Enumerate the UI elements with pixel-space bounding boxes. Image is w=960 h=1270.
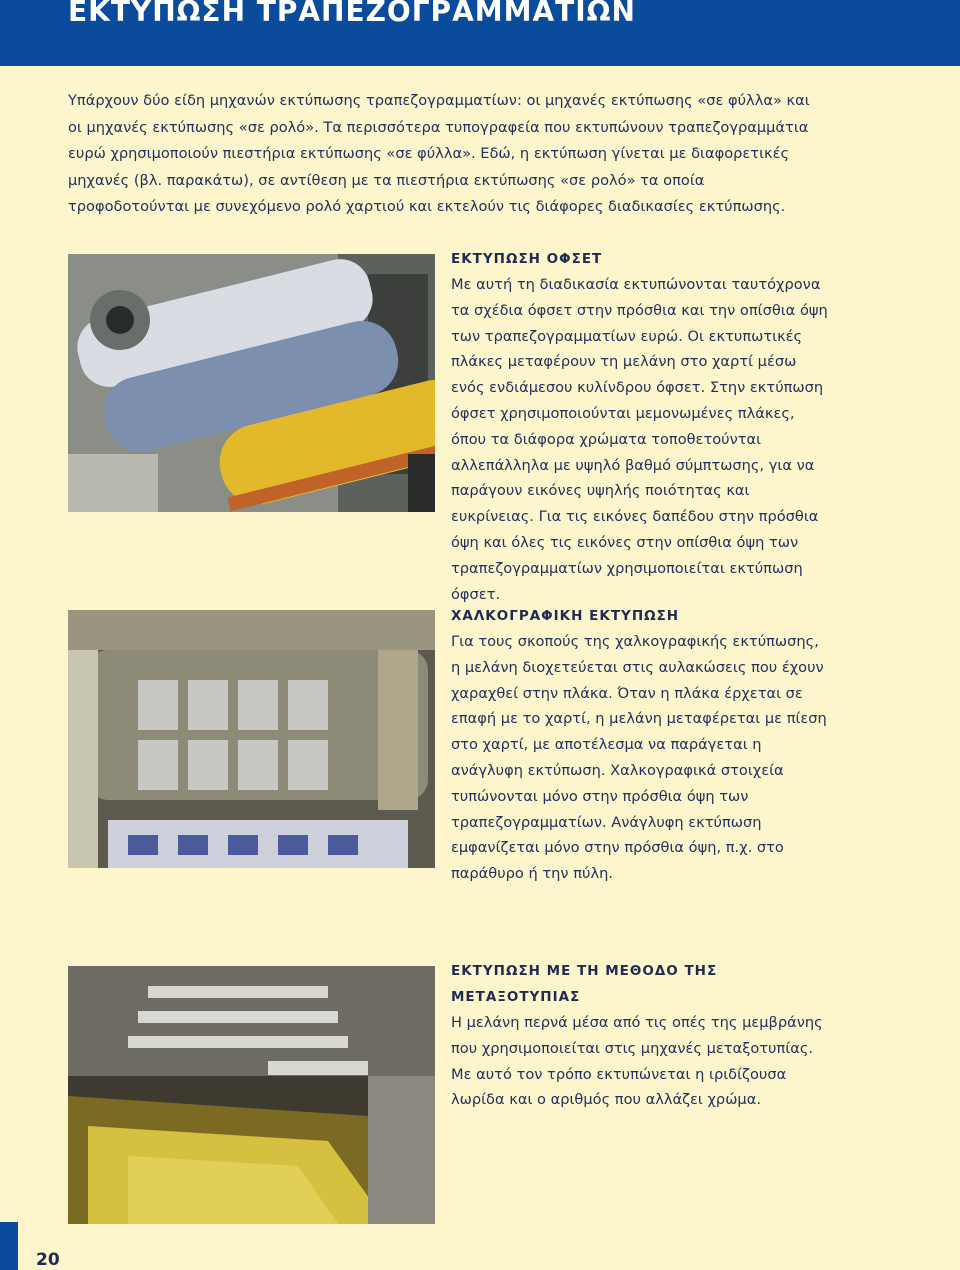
header-bar	[0, 0, 960, 66]
offset-press-photo	[68, 254, 435, 512]
page-title: ΕΚΤΥΠΩΣΗ ΤΡΑΠΕΖΟΓΡΑΜΜΑΤΙΩΝ	[68, 0, 636, 28]
intro-paragraph: Υπάρχουν δύο είδη μηχανών εκτύπωσης τραπεζογραμματίων: οι μηχανές εκτύπωσης «σε φύλλα» και οι μηχανές εκτύπωσης «σε ρολό». Τα περισσότερα τυπογραφεία που εκτυπώνουν τραπεζογραμμάτια ευρώ χρησιμοποιούν πιεστήρια εκτύπωσης «σε φύλλα». Εδώ, η εκτύπωση γίνεται με διαφορετικές μηχανές (βλ. παρακάτω), σε αντίθεση με τα πιεστήρια εκτύπωσης «σε ρολό» τα οποία τροφοδοτούνται με συνεχόμενο ρολό χαρτιού και εκτελούν τις διάφορες διαδικασίες εκτύπωσης.	[68, 92, 810, 215]
page-number: 20	[36, 1250, 60, 1270]
section-title: ΕΚΤΥΠΩΣΗ ΜΕ ΤΗ ΜΕΘΟΔΟ ΤΗΣ ΜΕΤΑΞΟΤΥΠΙΑΣ	[451, 963, 718, 1005]
section-body: Με αυτή τη διαδικασία εκτυπώνονται ταυτόχρονα τα σχέδια όφσετ στην πρόσθια και την οπίσθια όψη των τραπεζογραμματίων ευρώ. Οι εκτυπωτικές πλάκες μεταφέρουν τη μελάνη στο χαρτί μέσω ενός ενδιάμεσου κυλίνδρου όφσετ. Στην εκτύπωση όφσετ χρησιμοποιούνται μεμονωμένες πλάκες, όπου τα διάφορα χρώματα τοποθετούνται αλλεπάλληλα με υψηλό βαθμό σύμπτωσης, για να παράγουν εικόνες υψηλής ποιότητας και ευκρίνειας. Για τις εικόνες δαπέδου στην πρόσθια όψη και όλες τις εικόνες στην οπίσθια όψη των τραπεζογραμματίων χρησιμοποιείται εκτύπωση όφσετ.	[451, 276, 828, 603]
section-body: Η μελάνη περνά μέσα από τις οπές της μεμβράνης που χρησιμοποιείται στις μηχανές μεταξοτυπίας. Με αυτό τον τρόπο εκτυπώνεται η ιριδίζουσα λωρίδα και ο αριθμός που αλλάζει χρώμα.	[451, 1014, 823, 1109]
section-body: Για τους σκοπούς της χαλκογραφικής εκτύπωσης, η μελάνη διοχετεύεται στις αυλακώσεις που έχουν χαραχθεί στην πλάκα. Όταν η πλάκα έρχεται σε επαφή με το χαρτί, η μελάνη μεταφέρεται με πίεση στο χαρτί, με αποτέλεσμα να παράγεται η ανάγλυφη εκτύπωση. Χαλκογραφικά στοιχεία τυπώνονται μόνο στην πρόσθια όψη των τραπεζογραμματίων. Ανάγλυφη εκτύπωση εμφανίζεται μόνο στην πρόσθια όψη, π.χ. στο παράθυρο ή την πύλη.	[451, 633, 827, 883]
intaglio-section	[451, 603, 831, 887]
screen-printing-photo	[68, 966, 435, 1224]
intaglio-press-photo	[68, 610, 435, 868]
page-sidebar-bar	[0, 1222, 18, 1270]
section-title: ΧΑΛΚΟΓΡΑΦΙΚΗ ΕΚΤΥΠΩΣΗ	[451, 608, 680, 624]
screen-printing-section	[451, 958, 831, 1113]
offset-section	[451, 246, 831, 607]
section-title: ΕΚΤΥΠΩΣΗ ΟΦΣΕΤ	[451, 251, 603, 267]
